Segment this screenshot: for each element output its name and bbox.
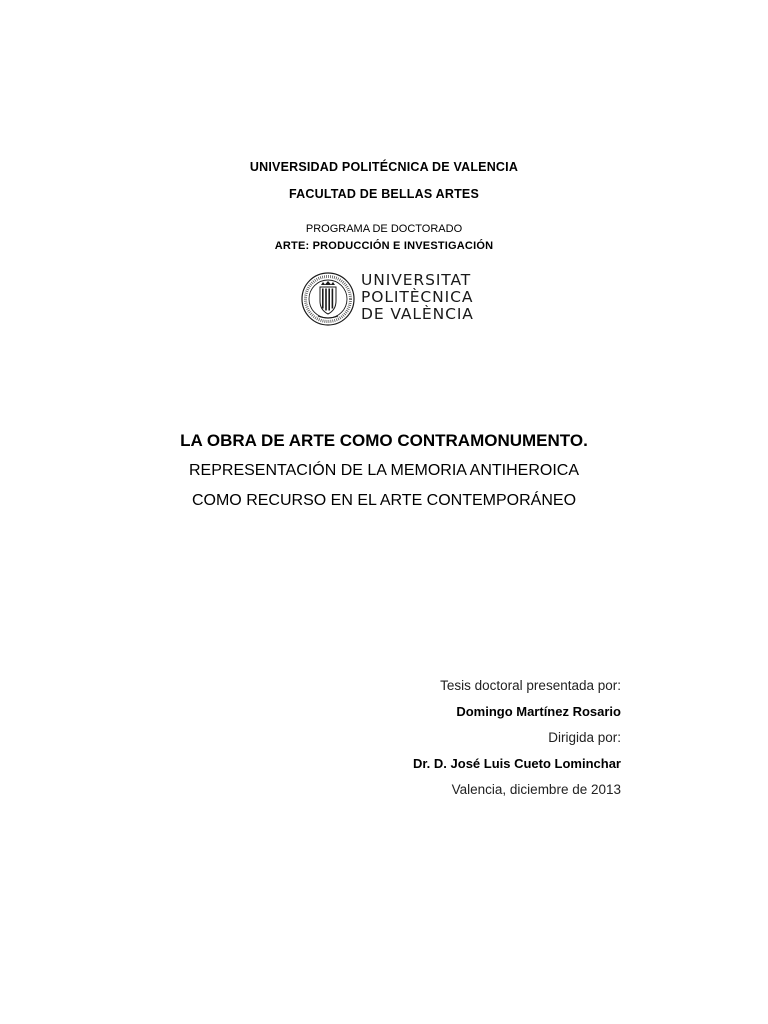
author-name: Domingo Martínez Rosario — [456, 704, 621, 719]
university-name: UNIVERSIDAD POLITÉCNICA DE VALENCIA — [249, 160, 519, 174]
logo-line-2: POLITÈCNICA — [361, 288, 474, 306]
university-seal-icon — [301, 272, 355, 326]
university-logo — [301, 271, 474, 326]
thesis-subtitle-line-1: REPRESENTACIÓN DE LA MEMORIA ANTIHEROICA — [189, 462, 579, 479]
logo-wordmark — [361, 272, 474, 323]
logo-line-3: DE VALÈNCIA — [361, 305, 474, 323]
thesis-title: LA OBRA DE ARTE COMO CONTRAMONUMENTO. — [180, 431, 588, 450]
logo-line-1: UNIVERSITAT — [361, 271, 472, 289]
program-label: PROGRAMA DE DOCTORADO — [305, 223, 463, 235]
place-date: Valencia, diciembre de 2013 — [451, 782, 621, 797]
program-name: ARTE: PRODUCCIÓN E INVESTIGACIÓN — [274, 240, 494, 252]
directed-by-label: Dirigida por: — [548, 730, 621, 745]
director-name: Dr. D. José Luis Cueto Lominchar — [412, 756, 621, 771]
faculty-name: FACULTAD DE BELLAS ARTES — [289, 187, 479, 201]
presented-by-label: Tesis doctoral presentada por: — [440, 678, 621, 693]
thesis-subtitle-line-2: COMO RECURSO EN EL ARTE CONTEMPORÁNEO — [191, 492, 577, 509]
